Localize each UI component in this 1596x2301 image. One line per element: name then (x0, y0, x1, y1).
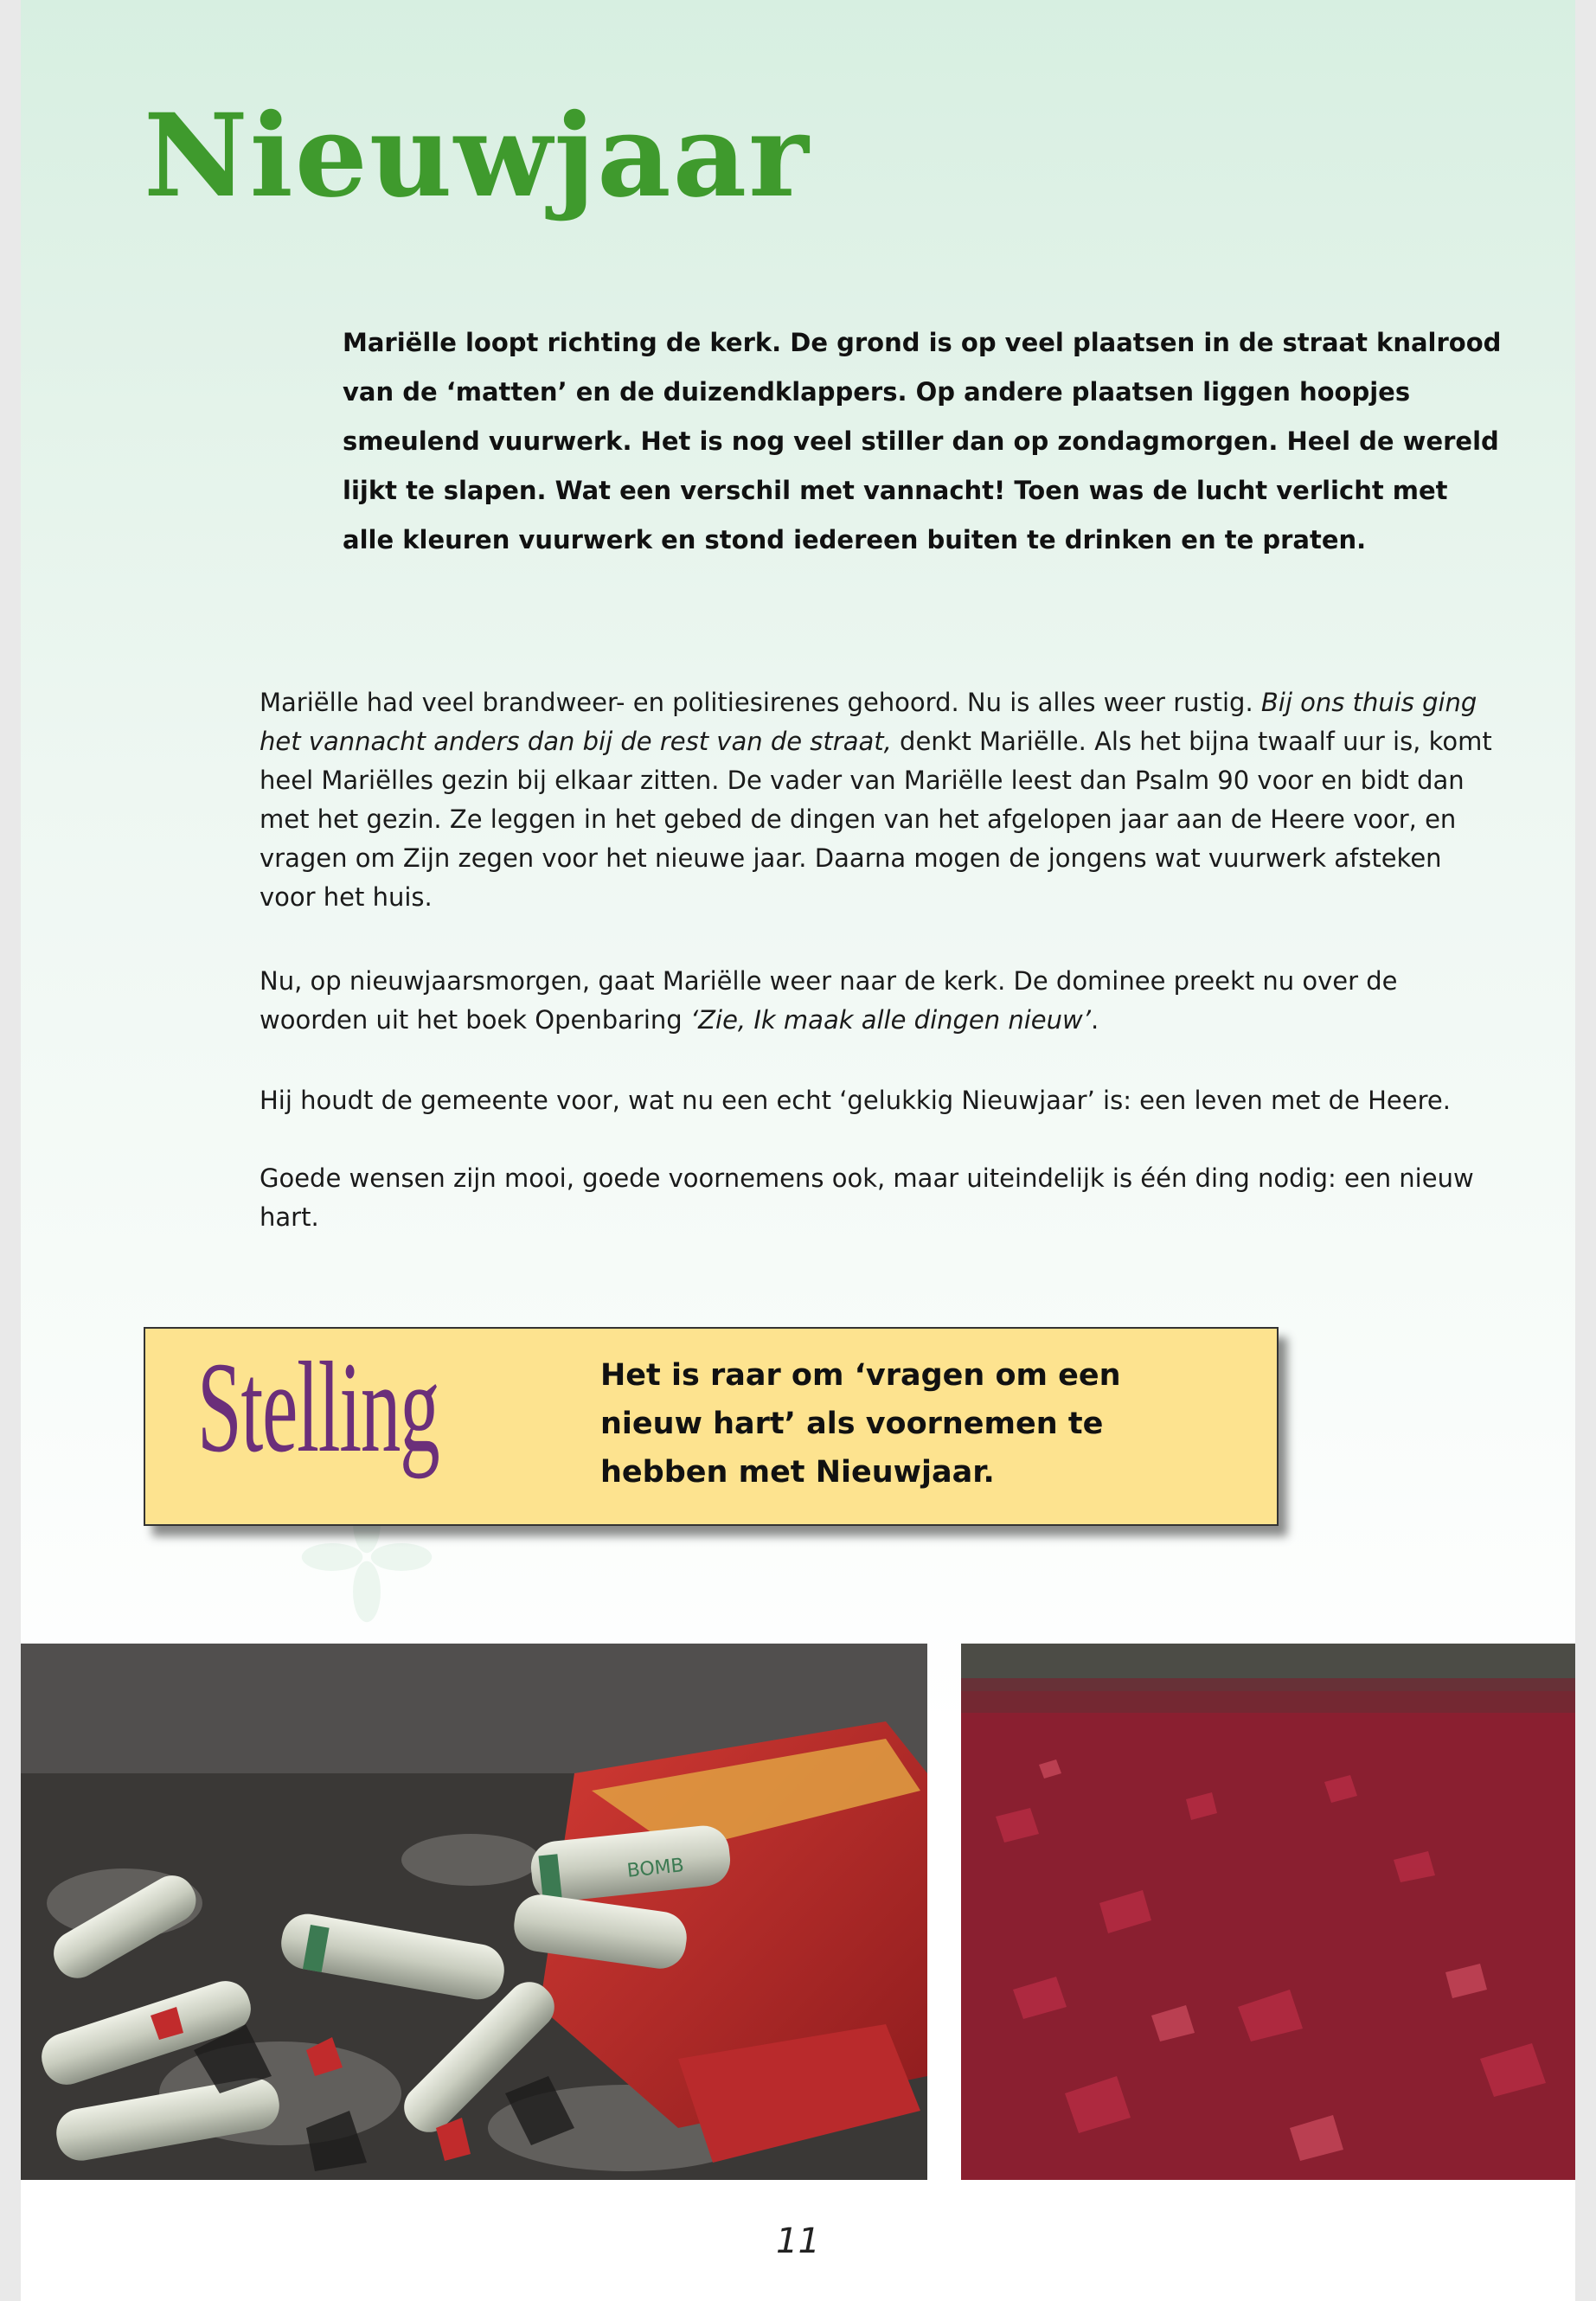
body-paragraph-2 (260, 962, 1497, 1040)
stelling-statement: Het is raar om ‘vragen om een nieuw hart’ als voornemen te hebben met Nieuwjaar. (600, 1358, 1121, 1490)
paragraph-text: denkt Mariëlle. Als het bijna twaalf uur is, komt heel Mariëlles gezin bij elkaar zitten. De vader van Mariëlle leest dan Psalm 90 voor en bidt dan met het gezin. Ze leggen in het gebed de dingen van het afgelopen jaar aan de Heere voor, en vragen om Zijn zegen voor het nieuwe jaar. Daarna mogen de jongens wat vuurwerk afsteken voor het huis. (260, 727, 1492, 912)
body-paragraph-4: Goede wensen zijn mooi, goede voornemens ook, maar uiteindelijk is één ding nodig: een nieuw hart. (260, 1163, 1474, 1232)
body-paragraph-3: Hij houdt de gemeente voor, wat nu een echt ‘gelukkig Nieuwjaar’ is: een leven met de Heere. (260, 1086, 1451, 1115)
red-paper-illustration (961, 1644, 1575, 2180)
stelling-box (144, 1327, 1279, 1526)
firework-label: BOMB (625, 1855, 685, 1882)
stelling-label: Stelling (197, 1336, 439, 1479)
page-title: Nieuwjaar (144, 89, 811, 223)
paragraph-text: . (1090, 1005, 1099, 1035)
paragraph-italic-text: Bij ons thuis ging het vannacht anders dan bij de rest van de straat, (260, 688, 1477, 756)
page (21, 0, 1575, 2301)
fireworks-debris-photo (21, 1644, 927, 2180)
red-firework-paper-photo (961, 1644, 1575, 2180)
intro-paragraph: Mariëlle loopt richting de kerk. De grond is op veel plaatsen in de straat knalrood van de ‘matten’ en de duizendklappers. Op andere plaatsen liggen hoopjes smeulend vuurwerk. Het is nog veel stiller dan op zondagmorgen. Heel de wereld lijkt te slapen. Wat een verschil met vannacht! Toen was de lucht verlicht met alle kleuren vuurwerk en stond iedereen buiten te drinken en te praten. (343, 328, 1502, 554)
paragraph-text: Mariëlle had veel brandweer- en politiesirenes gehoord. Nu is alles weer rustig. (260, 688, 1261, 717)
paragraph-text: Nu, op nieuwjaarsmorgen, gaat Mariëlle weer naar de kerk. De dominee preekt nu over de woorden uit het boek Openbaring (260, 966, 1398, 1035)
fireworks-debris-illustration (21, 1644, 927, 2180)
page-number: 11 (776, 2221, 820, 2261)
paragraph-italic-text: ‘Zie, Ik maak alle dingen nieuw’ (689, 1005, 1091, 1035)
body-paragraph-1 (260, 683, 1497, 917)
